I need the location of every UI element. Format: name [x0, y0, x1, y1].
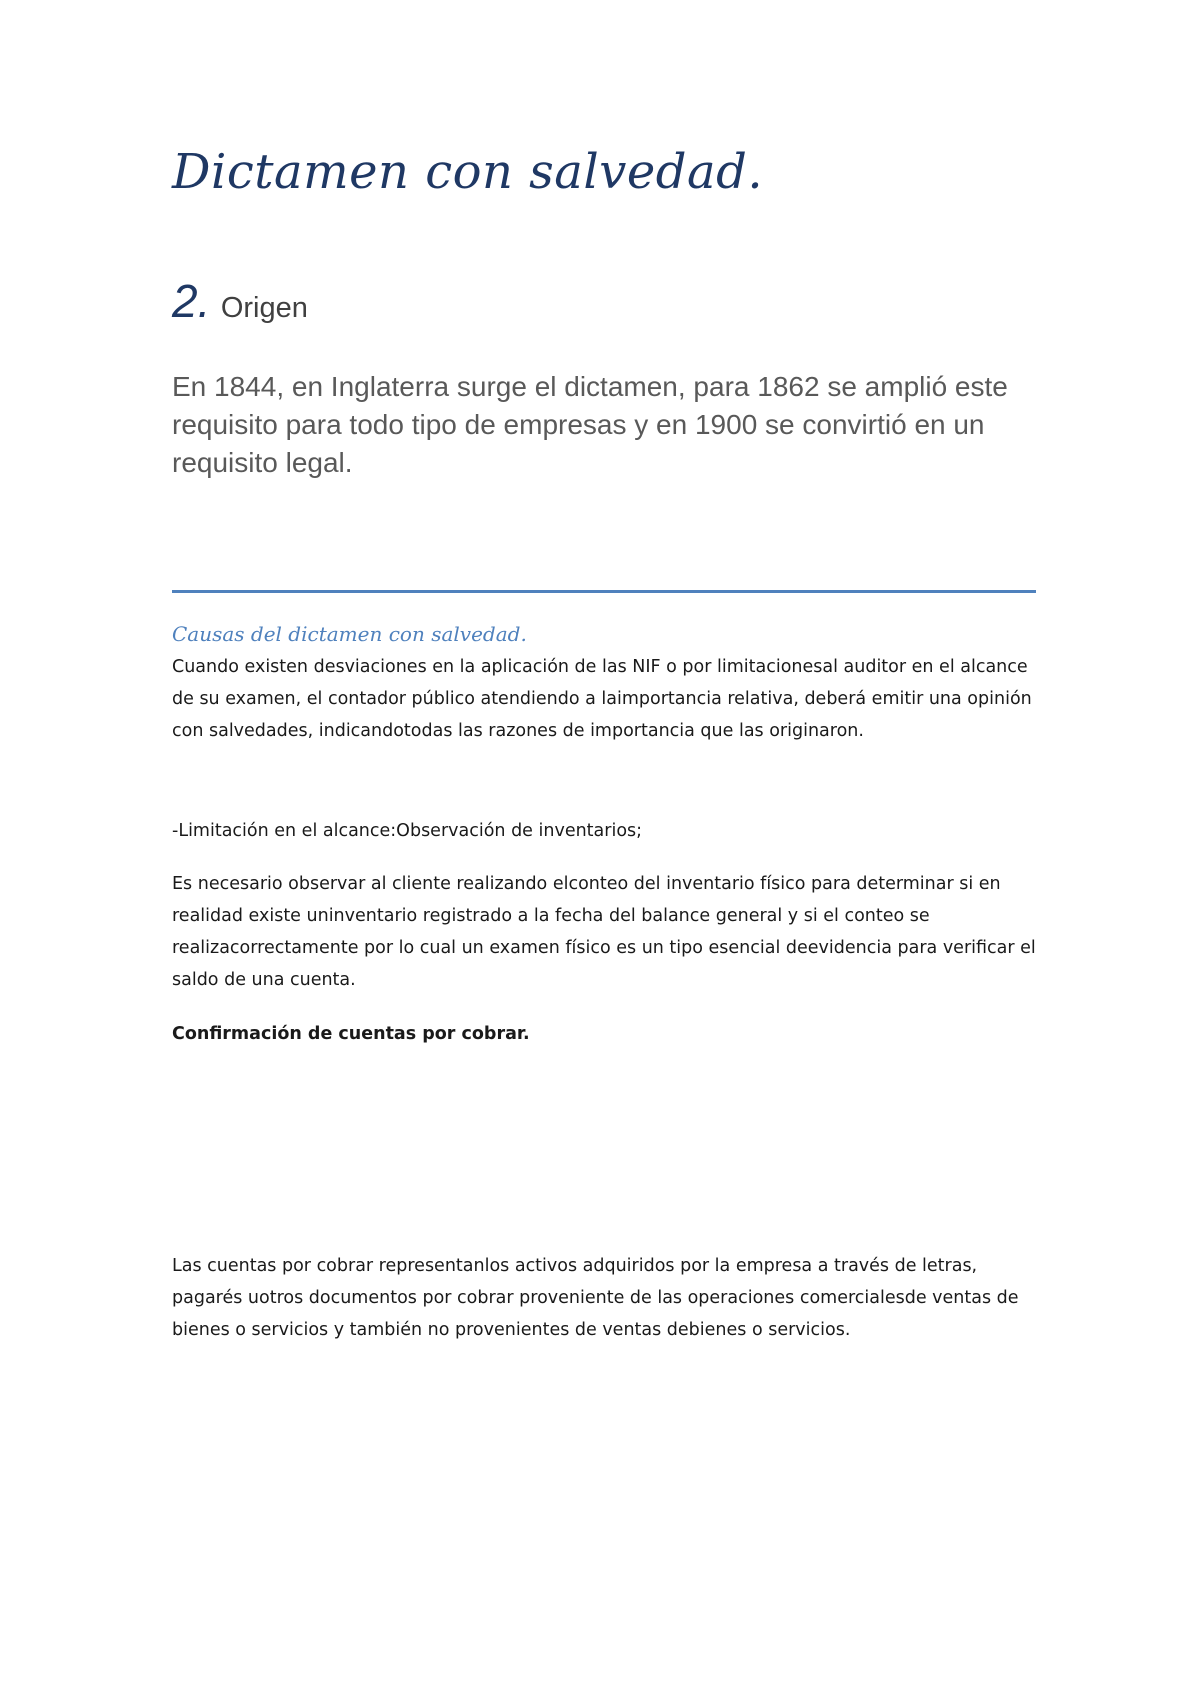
receivables-paragraph: Las cuentas por cobrar representanlos activos adquiridos por la empresa a través de letras, pagarés uotros documentos por cobrar proveniente de las operaciones comercialesde ventas de bienes o servicios y también no provenientes de ventas debienes o servicios. — [172, 1256, 1019, 1340]
section-heading — [172, 274, 308, 328]
section-number: 2. — [172, 275, 211, 327]
inventory-paragraph: Es necesario observar al cliente realizando elconteo del inventario físico para determinar si en realidad existe uninventario registrado a la fecha del balance general y si el conteo se realizacorrectamente por lo cual un examen físico es un tipo esencial deevidencia para verificar el saldo de una cuenta. — [172, 874, 1036, 990]
causes-subheading: Causas del dictamen con salvedad. — [172, 622, 527, 646]
intro-paragraph: En 1844, en Inglaterra surge el dictamen, para 1862 se amplió este requisito para todo tipo de empresas y en 1900 se convirtió en un requisito legal. — [172, 371, 1008, 478]
section-label: Origen — [220, 292, 308, 324]
causes-paragraph: Cuando existen desviaciones en la aplicación de las NIF o por limitacionesal auditor en el alcance de su examen, el contador público atendiendo a laimportancia relativa, deberá emitir una opinión con salvedades, indicandotodas las razones de importancia que las originaron. — [172, 657, 1032, 741]
confirmation-heading: Confirmación de cuentas por cobrar. — [172, 1024, 530, 1044]
limitation-heading: -Limitación en el alcance:Observación de inventarios; — [172, 821, 643, 841]
document-title: Dictamen con salvedad. — [172, 144, 764, 200]
horizontal-divider — [172, 590, 1036, 593]
